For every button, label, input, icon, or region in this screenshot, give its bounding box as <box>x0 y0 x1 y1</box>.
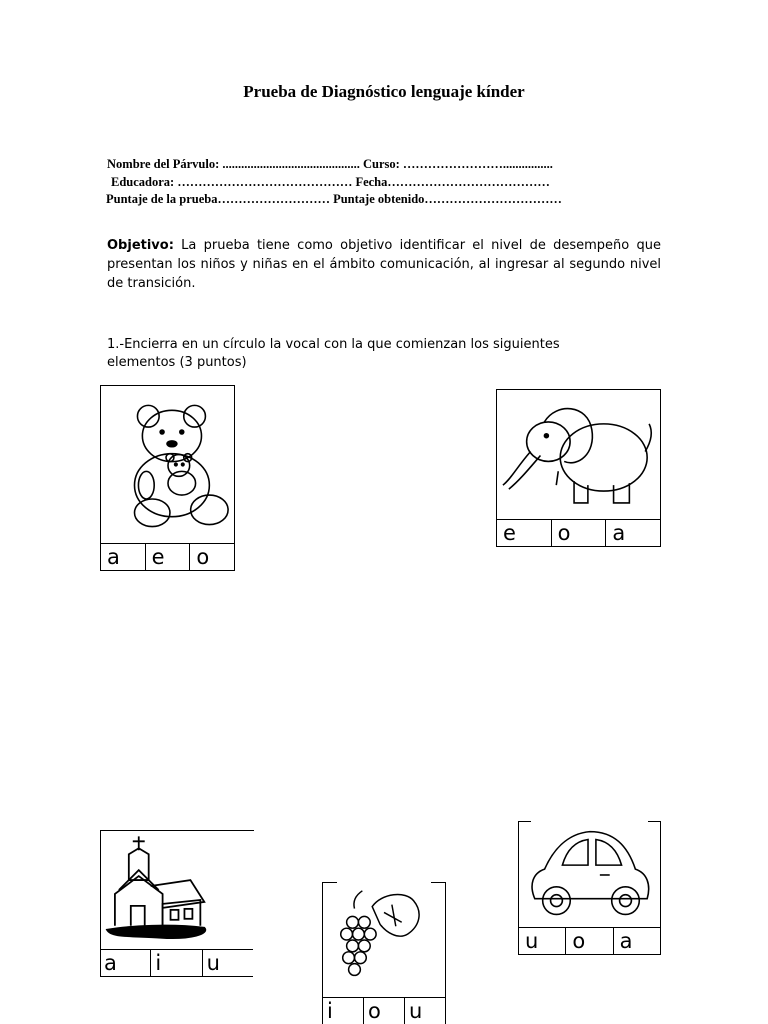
vowel-option[interactable]: a <box>100 544 145 570</box>
objective-label: Objetivo: <box>107 238 174 253</box>
vowel-row <box>496 519 661 547</box>
item-card-church <box>100 830 253 977</box>
vowel-row <box>100 949 253 977</box>
vowel-option[interactable]: o <box>363 998 404 1024</box>
objective-paragraph <box>107 236 661 293</box>
vowel-row <box>518 927 661 955</box>
form-line-teacher-date: Educadora: …………………………………… Fecha………………………………… <box>111 175 550 189</box>
teddy-bear-picture <box>101 386 234 543</box>
objective-text: La prueba tiene como objetivo identificar el nivel de desempeño que presentan los niños y niñas en el ámbito comunicación, al ingresar al segundo nivel de transición. <box>107 238 661 291</box>
church-picture <box>101 830 253 949</box>
car-picture <box>519 821 660 927</box>
item-card-grapes <box>322 882 446 1024</box>
item-card-teddy-bear <box>100 385 235 571</box>
vowel-option[interactable]: e <box>496 520 551 546</box>
form-line-name-course: Nombre del Párvulo: ............................................ Curso: ……………………................ <box>107 157 553 171</box>
instruction-text: 1.-Encierra en un círculo la vocal con la que comienzan los siguientes elementos (3 puntos) <box>107 337 560 370</box>
item-card-car <box>518 821 661 955</box>
vowel-option[interactable]: i <box>150 950 201 976</box>
vowel-row <box>100 543 235 571</box>
vowel-option[interactable]: u <box>202 950 253 976</box>
elephant-picture <box>497 390 660 519</box>
vowel-option[interactable]: i <box>322 998 363 1024</box>
vowel-option[interactable]: o <box>565 928 612 954</box>
vowel-option[interactable]: o <box>189 544 235 570</box>
vowel-option[interactable]: a <box>605 520 661 546</box>
grapes-picture <box>323 882 445 998</box>
document-title: Prueba de Diagnóstico lenguaje kínder <box>243 82 525 101</box>
vowel-option[interactable]: u <box>518 928 565 954</box>
vowel-option[interactable]: a <box>104 951 117 975</box>
vowel-option[interactable]: e <box>145 544 190 570</box>
vowel-option[interactable]: o <box>551 520 606 546</box>
item-card-elephant <box>496 389 661 547</box>
vowel-option[interactable]: a <box>613 928 661 954</box>
vowel-option[interactable]: u <box>404 998 446 1024</box>
form-line-scores: Puntaje de la prueba……………………… Puntaje obtenido…………………………… <box>106 192 562 206</box>
vowel-row <box>322 997 446 1024</box>
